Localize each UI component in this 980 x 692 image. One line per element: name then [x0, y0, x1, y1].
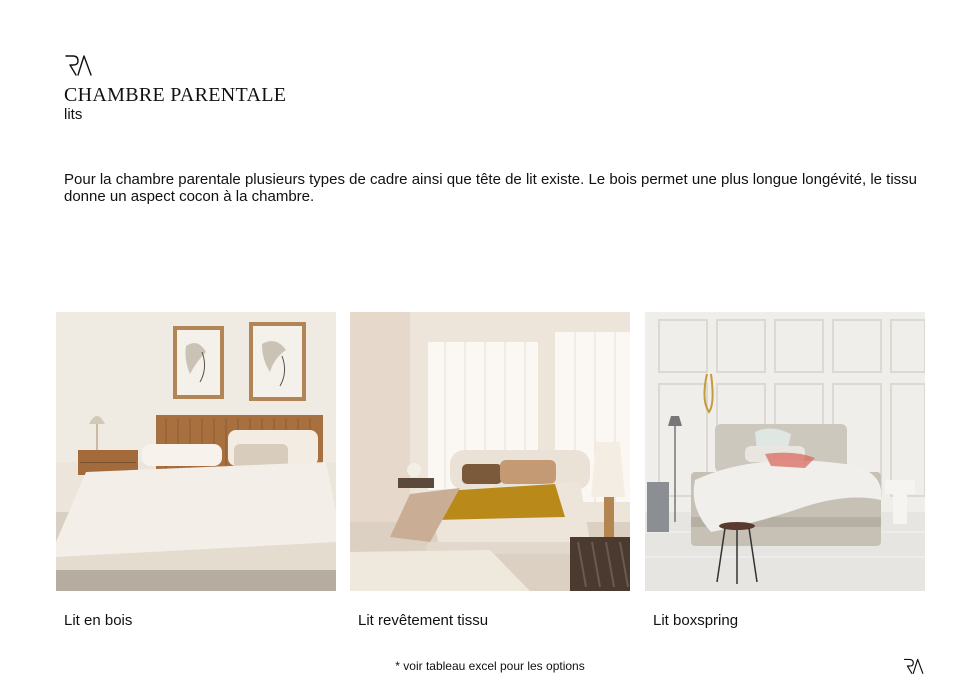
wall-art-left: [173, 326, 224, 399]
ra-logo-icon: [903, 657, 925, 675]
page-subtitle: lits: [64, 106, 83, 123]
ra-logo-icon: [64, 53, 94, 77]
boxspring-bed-photo: [645, 312, 925, 591]
wooden-bed-photo: [56, 312, 336, 591]
caption-lit-revetement-tissu: Lit revêtement tissu: [358, 612, 489, 629]
intro-paragraph: Pour la chambre parentale plusieurs types de cadre ainsi que tête de lit existe. Le bois permet une plus longue longévité, le tissu donne un aspect cocon à la chambre.: [64, 171, 918, 205]
footnote: * voir tableau excel pour les options: [395, 659, 585, 673]
upholstered-bed-photo: [350, 312, 630, 591]
wall-art-right: [249, 322, 306, 401]
caption-lit-en-bois: Lit en bois: [64, 612, 133, 629]
caption-lit-boxspring: Lit boxspring: [653, 612, 739, 629]
page-title: CHAMBRE PARENTALE: [64, 84, 287, 106]
